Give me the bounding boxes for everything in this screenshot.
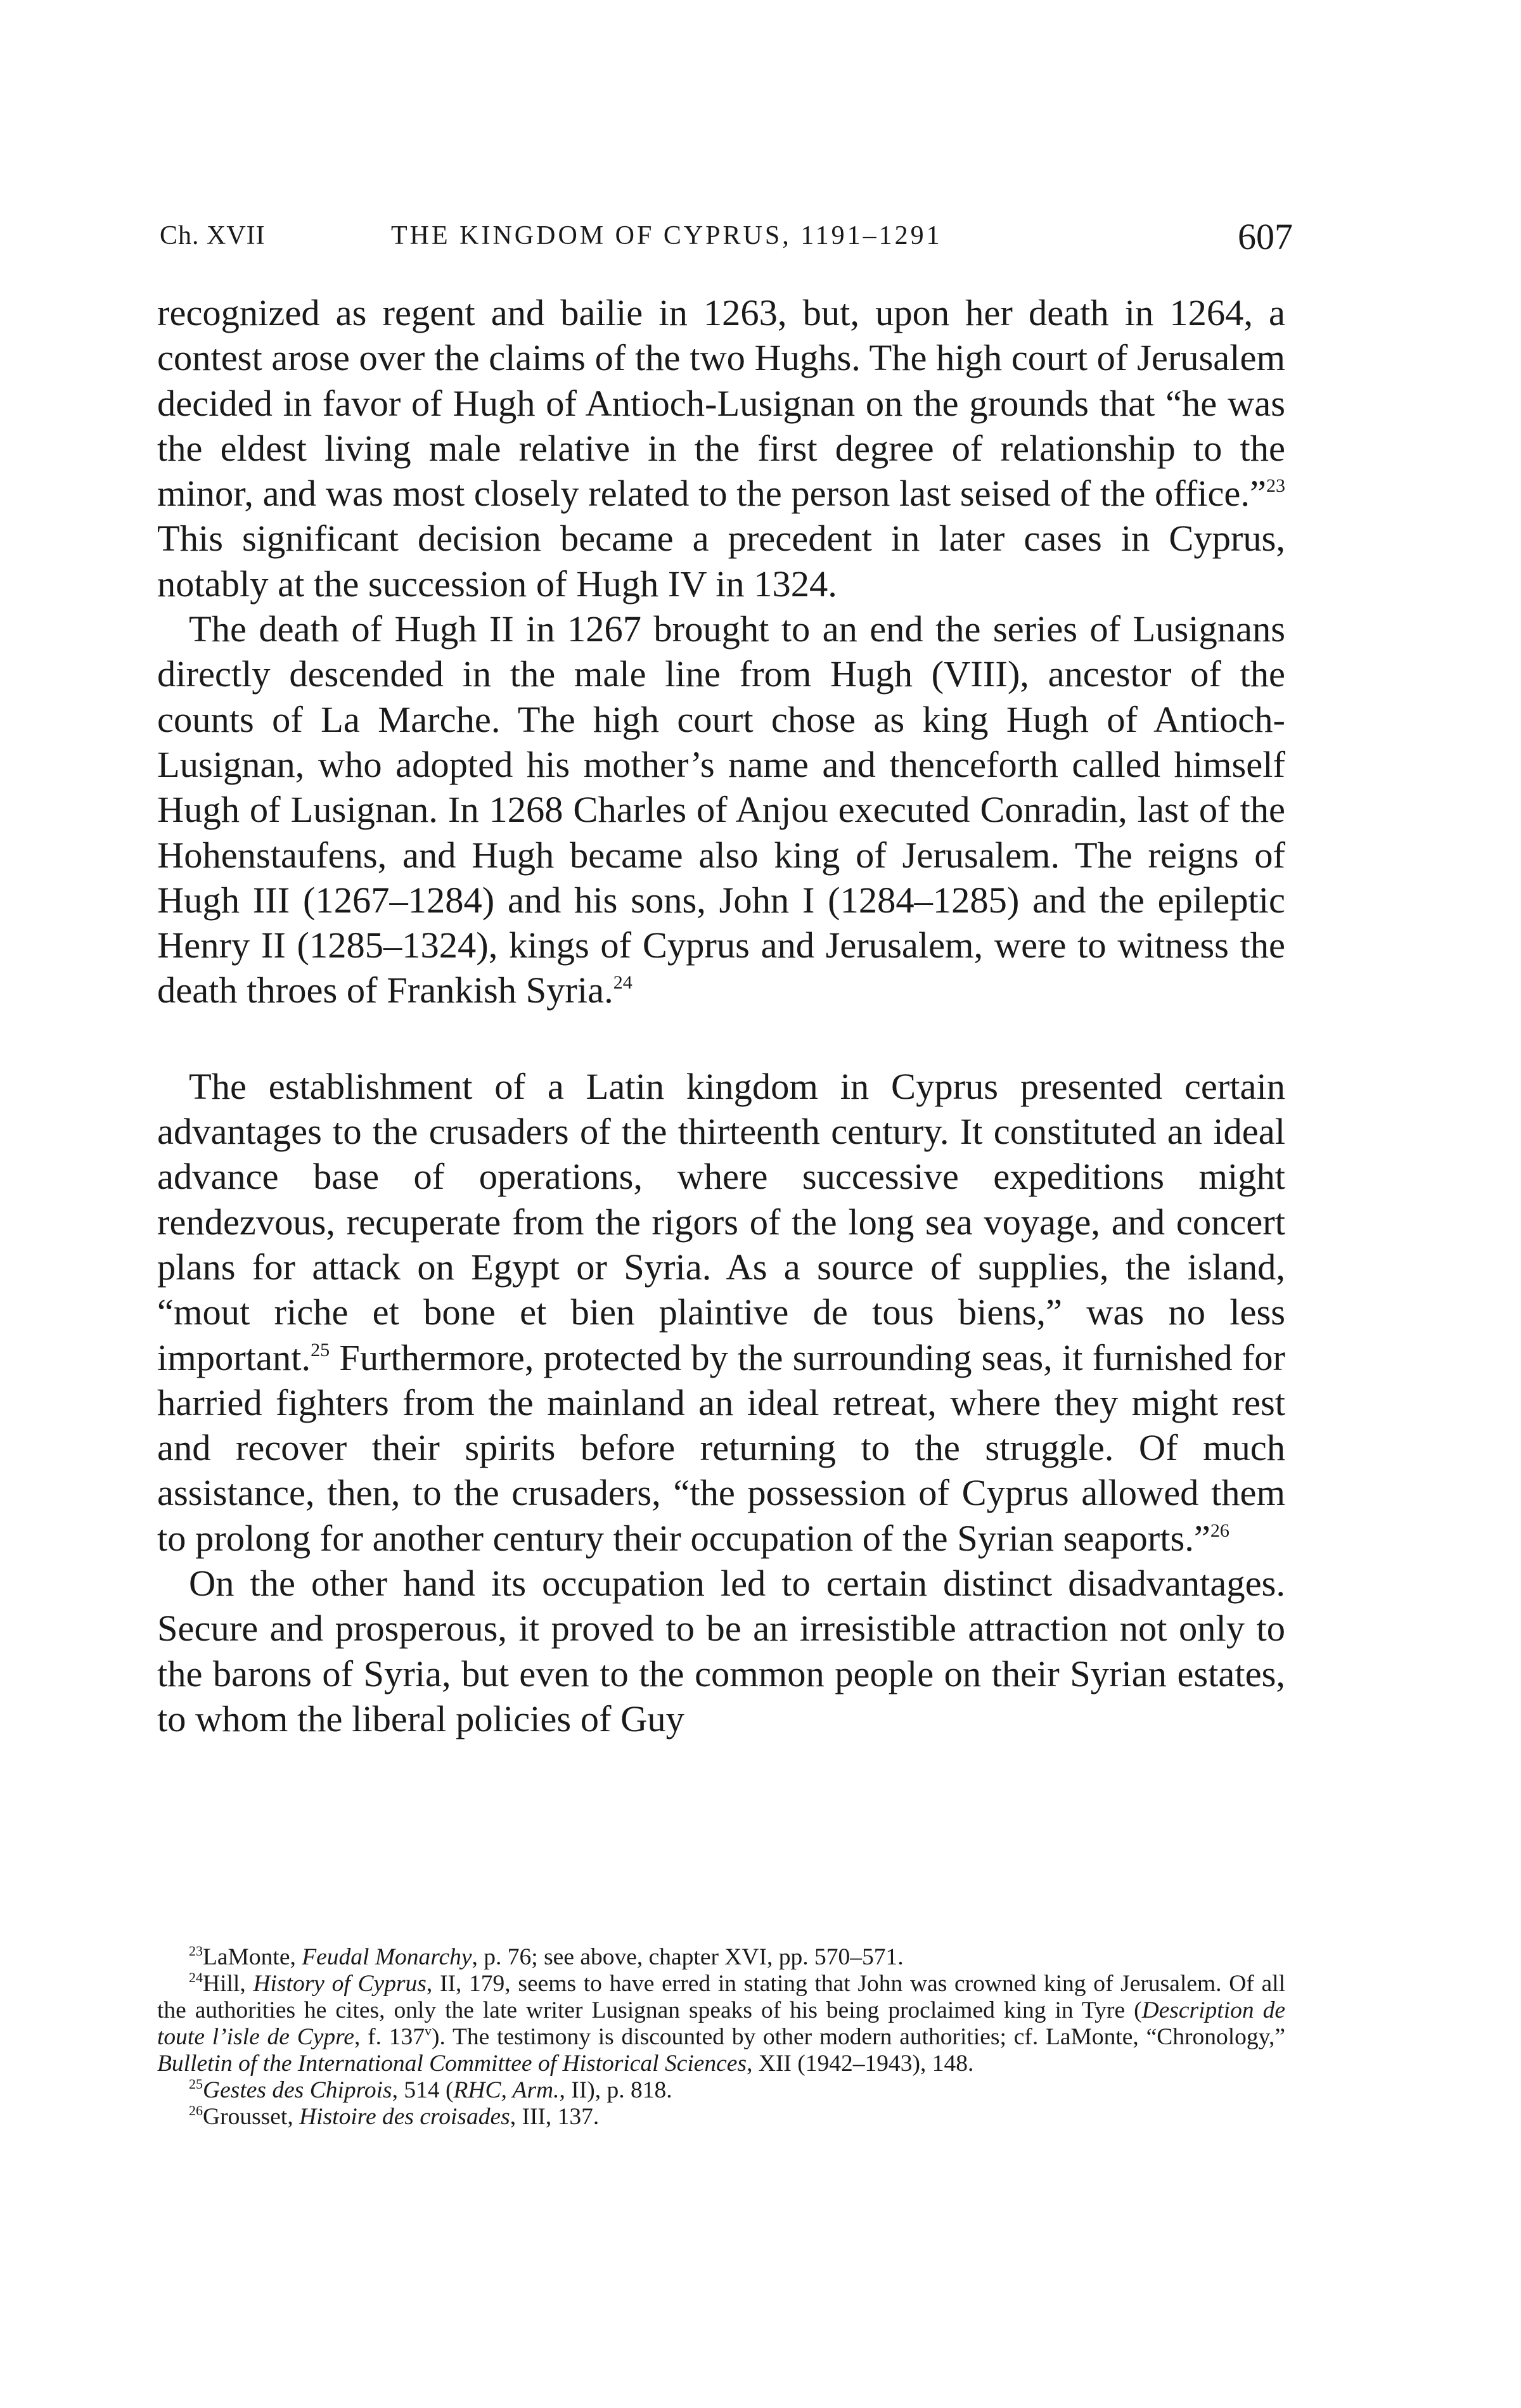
footnote-italic: Gestes des Chiprois	[203, 2077, 392, 2103]
paragraph-1-text-b: This significant decision became a precedent in later cases in Cyprus, notably at the succession of Hugh IV in 1324.	[157, 518, 1285, 605]
footnote-text: , II), p. 818.	[559, 2077, 672, 2103]
footnote-ref-24: 24	[613, 972, 632, 994]
footnote-23	[157, 1944, 1285, 1971]
footnotes	[157, 1944, 1285, 2130]
footnote-25	[157, 2077, 1285, 2104]
paragraph-2	[157, 606, 1285, 1013]
chapter-label: Ch. XVII	[160, 221, 266, 250]
page-number: 607	[1238, 216, 1293, 257]
footnote-26	[157, 2104, 1285, 2130]
paragraph-2-text: The death of Hugh II in 1267 brought to an end the series of Lusignans directly descended in the male line from Hugh (VIII), ancestor of the counts of La Marche. The high court chose as king Hugh of Antioch-Lusignan, who adopted his mother’s name and thenceforth called himself Hugh of Lusignan. In 1268 Charles of Anjou executed Conradin, last of the Hohenstaufens, and Hugh became also king of Jerusalem. The reigns of Hugh III (1267–1284) and his sons, John I (1284–1285) and the epileptic Henry II (1285–1324), kings of Cyprus and Jerusalem, were to witness the death throes of Frankish Syria.	[157, 608, 1285, 1011]
running-title: THE KINGDOM OF CYPRUS, 1191–1291	[391, 221, 942, 250]
footnote-text: , 514 (	[392, 2077, 454, 2103]
footnote-text: , f. 137	[354, 2024, 425, 2050]
paragraph-3	[157, 1064, 1285, 1561]
footnote-ref-25: 25	[311, 1339, 330, 1361]
footnote-text: LaMonte,	[203, 1944, 302, 1970]
footnote-ref-26: 26	[1210, 1520, 1229, 1541]
footnote-italic: History of Cyprus	[253, 1971, 427, 1997]
footnote-number: 24	[189, 1969, 203, 1985]
footnote-text: , II, 179, seems to have erred in stating that John was crowned king of Jerusalem. Of all the authorities he cites, only the late writer Lusignan speaks of his being proclaimed king in Tyre (	[157, 1971, 1285, 2023]
body-text	[157, 290, 1285, 1741]
footnote-number: 23	[189, 1943, 203, 1959]
footnote-text: ). The testimony is discounted by other modern authorities; cf. LaMonte, “Chronology,”	[432, 2024, 1285, 2050]
footnote-text: , p. 76; see above, chapter XVI, pp. 570–571.	[472, 1944, 904, 1970]
paragraph-3-text-a: The establishment of a Latin kingdom in Cyprus presented certain advantages to the crusaders of the thirteenth century. It constituted an ideal advance base of operations, where successive expeditions might rendezvous, recuperate from the rigors of the long sea voyage, and concert plans for attack on Egypt or Syria. As a source of supplies, the island, “mout riche et bone et bien plaintive de tous biens,” was no less important.	[157, 1065, 1285, 1378]
paragraph-1	[157, 290, 1285, 606]
footnote-ref-23: 23	[1266, 475, 1285, 497]
footnote-italic: RHC, Arm.	[453, 2077, 560, 2103]
running-header	[160, 215, 1293, 260]
footnote-text: Grousset,	[203, 2104, 300, 2130]
footnote-text: , XII (1942–1943), 148.	[747, 2051, 974, 2077]
paragraph-3-text-b: Furthermore, protected by the surrounding seas, it furnished for harried fighters from the mainland an ideal retreat, where they might rest and recover their spirits before returning to the struggle. Of much assistance, then, to the crusaders, “the possession of Cyprus allowed them to prolong for another century their occupation of the Syrian seaports.”	[157, 1336, 1285, 1559]
footnote-italic: Bulletin of the International Committee of Historical Sciences	[157, 2051, 747, 2077]
verso-mark: v	[425, 2023, 432, 2039]
footnote-italic: Histoire des croisades	[299, 2104, 510, 2130]
footnote-text: , III, 137.	[510, 2104, 600, 2130]
footnote-number: 25	[189, 2076, 203, 2092]
footnote-italic: Description de toute l’isle de Cypre	[157, 1997, 1285, 2050]
paragraph-4-text: On the other hand its occupation led to certain distinct disadvantages. Secure and prosperous, it proved to be an irresistible attraction not only to the barons of Syria, but even to the common people on their Syrian estates, to whom the liberal policies of Guy	[157, 1563, 1285, 1739]
paragraph-1-text-a: recognized as regent and bailie in 1263, but, upon her death in 1264, a contest arose over the claims of the two Hughs. The high court of Jerusalem decided in favor of Hugh of Antioch-Lusignan on the grounds that “he was the eldest living male relative in the first degree of relationship to the minor, and was most closely related to the person last seised of the office.”	[157, 292, 1285, 515]
footnote-24	[157, 1971, 1285, 2077]
footnote-text: Hill,	[203, 1971, 254, 1997]
footnote-number: 26	[189, 2103, 203, 2118]
paragraph-4	[157, 1561, 1285, 1741]
footnote-italic: Feudal Monarchy	[302, 1944, 472, 1970]
